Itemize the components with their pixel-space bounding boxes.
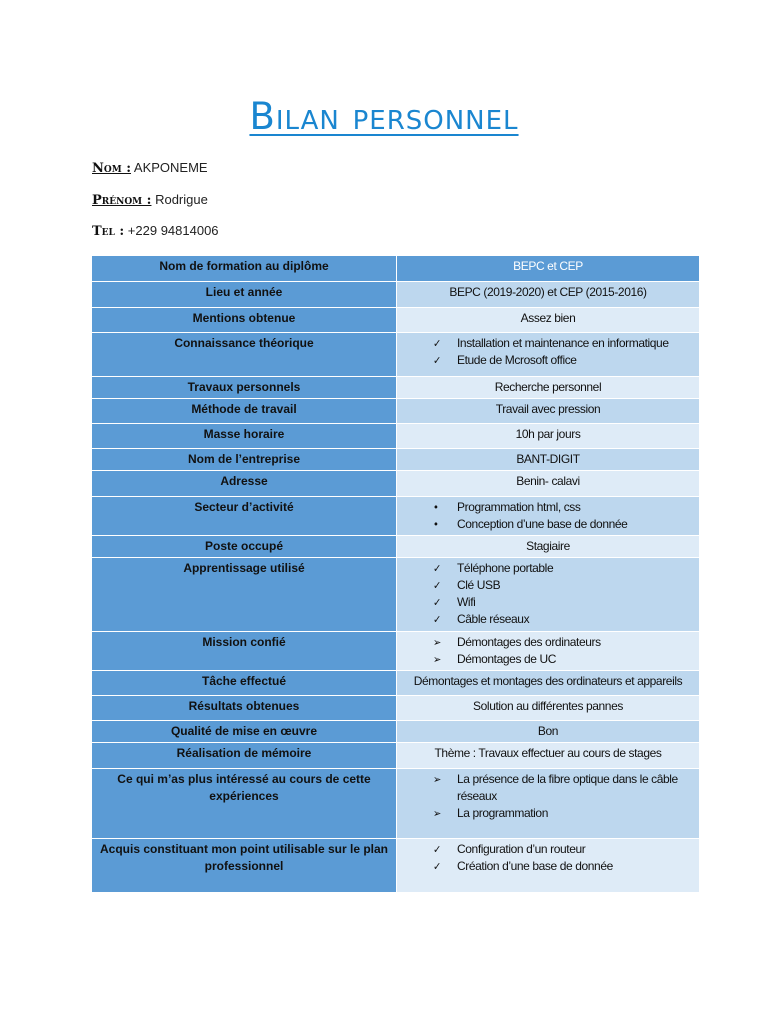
row-label: Qualité de mise en œuvre [92, 721, 397, 743]
list-item [433, 858, 693, 875]
table-row [92, 743, 700, 769]
table-row [92, 769, 700, 839]
checkmark-icon: ✓ [433, 596, 441, 609]
table-row [92, 721, 700, 743]
table-row [92, 696, 700, 721]
prenom-label: Prénom : [92, 193, 152, 208]
checkmark-icon: ✓ [433, 562, 441, 575]
list-item [433, 499, 693, 516]
table-row [92, 839, 700, 893]
row-value [397, 497, 700, 536]
row-value: Assez bien [397, 308, 700, 333]
arrow-bullet-icon: ➢ [433, 636, 441, 649]
table-row [92, 449, 700, 471]
list-item-text: Etude de Mcrosoft office [457, 353, 577, 367]
nom-label: Nom : [92, 161, 132, 176]
row-value [397, 769, 700, 839]
row-value: Solution au différentes pannes [397, 696, 700, 721]
row-value: Démontages et montages des ordinateurs et appareils [397, 671, 700, 696]
row-label: Secteur d’activité [92, 497, 397, 536]
list-item-text: Clé USB [457, 578, 501, 592]
row-label: Travaux personnels [92, 377, 397, 399]
nom-line [92, 160, 208, 176]
table-row [92, 671, 700, 696]
arrow-bullet-icon: ➢ [433, 653, 441, 666]
list-item-text: Câble réseaux [457, 612, 530, 626]
tel-line [92, 223, 219, 239]
value-list [403, 335, 693, 369]
row-value: BANT-DIGIT [397, 449, 700, 471]
checkmark-icon: ✓ [433, 613, 441, 626]
row-value: Travail avec pression [397, 399, 700, 424]
list-item [433, 611, 693, 628]
row-label: Apprentissage utilisé [92, 558, 397, 632]
table-row [92, 399, 700, 424]
list-item-text: Démontages de UC [457, 652, 556, 666]
page-title: Bilan personnel [249, 95, 519, 138]
row-label: Acquis constituant mon point utilisable sur le plan professionnel [92, 839, 397, 893]
table-row [92, 632, 700, 671]
row-value: BEPC et CEP [397, 256, 700, 282]
list-item-text: Wifi [457, 595, 476, 609]
list-item [433, 634, 693, 651]
value-list [403, 499, 693, 533]
bullet-icon: • [433, 501, 439, 514]
table-row [92, 471, 700, 497]
list-item-text: La programmation [457, 806, 548, 820]
list-item-text: Téléphone portable [457, 561, 554, 575]
checkmark-icon: ✓ [433, 860, 441, 873]
row-label: Ce qui m’as plus intéressé au cours de cette expériences [92, 769, 397, 839]
prenom-line [92, 192, 208, 208]
row-value: Stagiaire [397, 536, 700, 558]
prenom-value: Rodrigue [151, 192, 208, 207]
list-item-text: Installation et maintenance en informatique [457, 336, 669, 350]
list-item [433, 651, 693, 668]
table-header-row [92, 256, 700, 282]
tel-value: +229 94814006 [124, 223, 219, 238]
row-value: Recherche personnel [397, 377, 700, 399]
nom-value: AKPONEME [131, 160, 208, 175]
row-label: Réalisation de mémoire [92, 743, 397, 769]
row-label: Nom de formation au diplôme [92, 256, 397, 282]
value-list [403, 771, 693, 822]
list-item-text: Création d’une base de donnée [457, 859, 613, 873]
table-row [92, 282, 700, 308]
row-label: Connaissance théorique [92, 333, 397, 377]
row-label: Poste occupé [92, 536, 397, 558]
arrow-bullet-icon: ➢ [433, 773, 441, 786]
list-item [433, 771, 693, 805]
list-item [433, 352, 693, 369]
list-item-text: Conception d’une base de donnée [457, 517, 628, 531]
arrow-bullet-icon: ➢ [433, 807, 441, 820]
list-item [433, 841, 693, 858]
checkmark-icon: ✓ [433, 354, 441, 367]
row-label: Mission confié [92, 632, 397, 671]
row-value: 10h par jours [397, 424, 700, 449]
table-row [92, 424, 700, 449]
row-value [397, 558, 700, 632]
row-label: Nom de l’entreprise [92, 449, 397, 471]
list-item-text: Démontages des ordinateurs [457, 635, 601, 649]
row-value: Bon [397, 721, 700, 743]
table-row [92, 536, 700, 558]
row-value [397, 632, 700, 671]
row-value: Benin- calavi [397, 471, 700, 497]
checkmark-icon: ✓ [433, 843, 441, 856]
row-value: BEPC (2019-2020) et CEP (2015-2016) [397, 282, 700, 308]
row-value: Thème : Travaux effectuer au cours de stages [397, 743, 700, 769]
value-list [403, 634, 693, 668]
table-row [92, 333, 700, 377]
list-item-text: Configuration d’un routeur [457, 842, 586, 856]
row-label: Masse horaire [92, 424, 397, 449]
table-row [92, 558, 700, 632]
row-value [397, 839, 700, 893]
tel-label: Tel : [92, 224, 125, 239]
row-label: Adresse [92, 471, 397, 497]
table-row [92, 497, 700, 536]
row-label: Résultats obtenues [92, 696, 397, 721]
row-label: Tâche effectué [92, 671, 397, 696]
bullet-icon: • [433, 518, 439, 531]
row-label: Mentions obtenue [92, 308, 397, 333]
list-item [433, 560, 693, 577]
bilan-table [91, 255, 700, 893]
list-item-text: La présence de la fibre optique dans le câble réseaux [457, 772, 678, 803]
value-list [403, 560, 693, 628]
row-label: Lieu et année [92, 282, 397, 308]
list-item [433, 577, 693, 594]
table-row [92, 308, 700, 333]
checkmark-icon: ✓ [433, 337, 441, 350]
list-item [433, 516, 693, 533]
checkmark-icon: ✓ [433, 579, 441, 592]
value-list [403, 841, 693, 875]
list-item-text: Programmation html, css [457, 500, 581, 514]
list-item [433, 805, 693, 822]
row-label: Méthode de travail [92, 399, 397, 424]
row-value [397, 333, 700, 377]
list-item [433, 335, 693, 352]
list-item [433, 594, 693, 611]
table-row [92, 377, 700, 399]
